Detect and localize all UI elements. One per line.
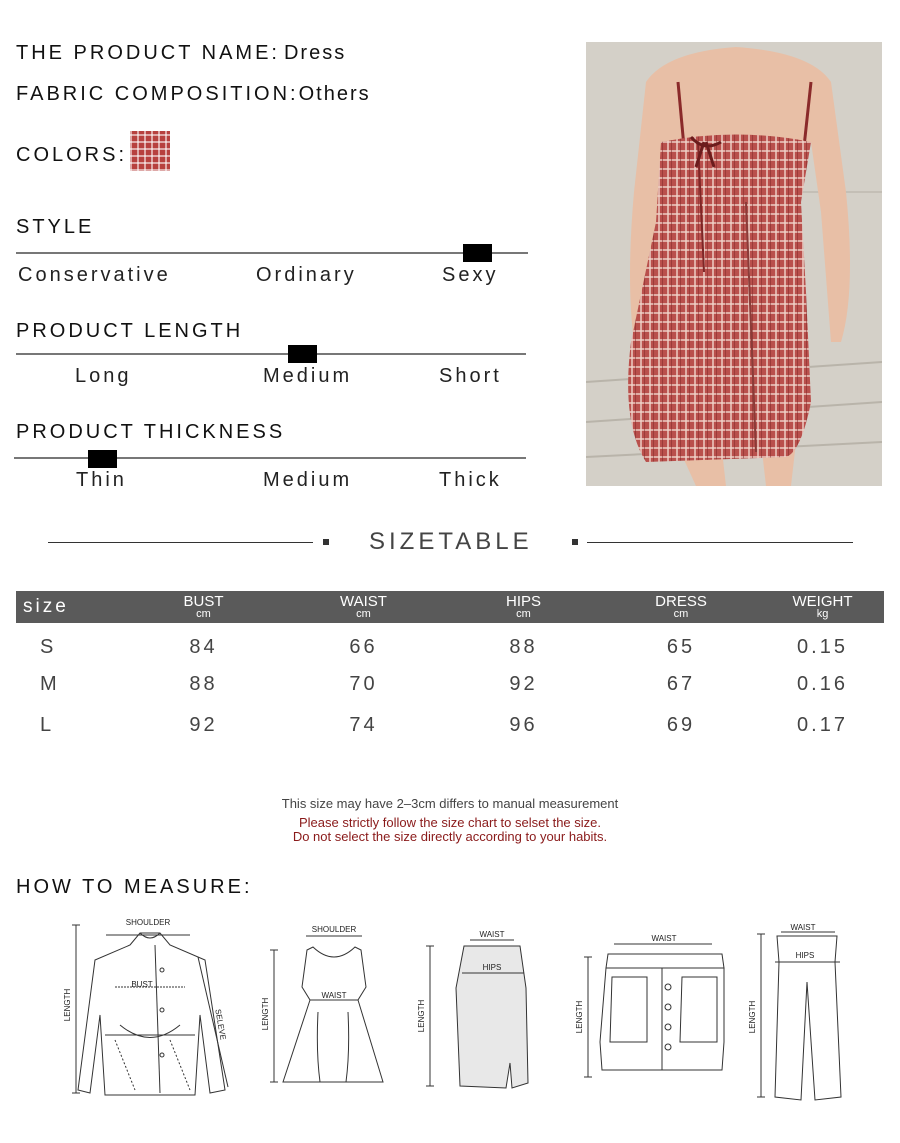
size-table xyxy=(16,591,884,747)
cell-waist: 74 xyxy=(349,713,378,736)
length-scale-line xyxy=(16,353,526,355)
pants-length-label: LENGTH xyxy=(748,1000,757,1034)
sizetable-divider-left xyxy=(48,542,313,543)
how-to-measure-title: HOW TO MEASURE: xyxy=(16,876,253,898)
length-marker xyxy=(288,345,317,363)
fabric-row xyxy=(16,83,371,106)
header-dress-unit: cm xyxy=(673,608,689,620)
table-row xyxy=(16,666,884,703)
cell-waist: 66 xyxy=(349,636,378,658)
colors-label: COLORS: xyxy=(16,144,128,166)
cell-weight: 0.16 xyxy=(797,673,848,695)
style-label-conservative: Conservative xyxy=(18,264,171,286)
product-name-row xyxy=(16,42,346,65)
product-photo-illustration xyxy=(586,42,882,486)
cell-hips: 96 xyxy=(509,713,538,736)
skirt-diagram xyxy=(414,928,534,1093)
cell-bust: 92 xyxy=(189,713,218,736)
cell-dress: 69 xyxy=(666,713,696,736)
pants-waist-label: WAIST xyxy=(790,923,816,932)
cell-weight: 0.15 xyxy=(797,636,848,658)
cell-hips: 88 xyxy=(509,636,538,658)
sizetable-title: SIZETABLE xyxy=(369,528,533,555)
product-photo xyxy=(586,42,882,486)
header-bust-unit: cm xyxy=(196,608,211,620)
header-waist xyxy=(281,591,446,623)
thickness-label-thin: Thin xyxy=(76,469,127,491)
sizetable-divider-right xyxy=(587,542,853,543)
header-waist-unit: cm xyxy=(356,608,371,620)
header-waist-label: WAIST xyxy=(340,593,387,610)
length-label-short: Short xyxy=(439,365,502,387)
cell-size: L xyxy=(40,713,55,736)
pants-diagram xyxy=(745,922,855,1102)
cell-size: S xyxy=(40,636,57,658)
header-bust xyxy=(126,591,281,623)
thickness-label-medium: Medium xyxy=(263,469,353,491)
cell-dress: 67 xyxy=(666,673,696,695)
style-label-ordinary: Ordinary xyxy=(256,264,357,286)
jacket-length-label: LENGTH xyxy=(63,988,72,1022)
jacket-shoulder-label: SHOULDER xyxy=(125,918,171,927)
header-weight-unit: kg xyxy=(816,608,829,620)
cell-bust: 88 xyxy=(189,673,218,695)
header-weight xyxy=(761,591,884,623)
cell-dress: 65 xyxy=(666,636,696,658)
table-row xyxy=(16,623,884,666)
skirt-length-label: LENGTH xyxy=(417,999,426,1033)
sizetable-dot-left xyxy=(323,539,329,545)
dress-shoulder-label: SHOULDER xyxy=(311,925,357,934)
note-measurement: This size may have 2–3cm differs to manual measurement xyxy=(281,796,619,811)
pants-hips-label: HIPS xyxy=(795,951,815,960)
header-hips xyxy=(446,591,601,623)
cell-waist: 70 xyxy=(349,673,378,695)
table-row xyxy=(16,703,884,747)
jacket-bust-label: BUST xyxy=(131,980,153,989)
thickness-marker xyxy=(88,450,117,468)
header-size: size xyxy=(16,591,126,623)
dress-diagram xyxy=(258,922,398,1087)
header-bust-label: BUST xyxy=(183,593,224,610)
length-label-medium: Medium xyxy=(263,365,353,387)
dress-length-label: LENGTH xyxy=(261,997,270,1031)
style-title: STYLE xyxy=(16,216,95,238)
cell-weight: 0.17 xyxy=(797,713,848,736)
style-marker xyxy=(463,244,492,262)
jacket-diagram xyxy=(60,915,240,1100)
fabric-value: Others xyxy=(298,83,371,105)
skirt-hips-label: HIPS xyxy=(482,963,502,972)
product-name-value: Dress xyxy=(283,42,347,64)
length-title: PRODUCT LENGTH xyxy=(16,320,244,342)
thickness-title: PRODUCT THICKNESS xyxy=(16,421,286,443)
sizetable-dot-right xyxy=(572,539,578,545)
header-hips-label: HIPS xyxy=(505,593,541,610)
shorts-waist-label: WAIST xyxy=(651,934,677,943)
skirt-waist-label: WAIST xyxy=(479,930,505,939)
cell-size: M xyxy=(40,673,60,695)
note-habits: Do not select the size directly according to your habits. xyxy=(292,829,608,844)
header-dress xyxy=(601,591,761,623)
thickness-label-thick: Thick xyxy=(439,469,502,491)
cell-hips: 92 xyxy=(509,673,538,695)
size-table-header xyxy=(16,591,884,623)
note-follow-chart: Please strictly follow the size chart to selset the size. xyxy=(298,815,601,830)
header-dress-label: DRESS xyxy=(655,593,707,610)
dress-waist-label: WAIST xyxy=(321,991,347,1000)
cell-bust: 84 xyxy=(189,636,218,658)
fabric-label: FABRIC COMPOSITION: xyxy=(16,83,299,105)
header-hips-unit: cm xyxy=(516,608,531,620)
jacket-sleeve-label: SELEVE xyxy=(213,1008,228,1041)
color-swatch-plaid[interactable] xyxy=(130,131,170,171)
shorts-diagram xyxy=(572,932,737,1082)
product-name-label: THE PRODUCT NAME: xyxy=(16,42,280,64)
style-scale-line xyxy=(16,252,528,254)
length-label-long: Long xyxy=(75,365,132,387)
shorts-length-label: LENGTH xyxy=(575,1000,584,1034)
style-label-sexy: Sexy xyxy=(442,264,499,286)
header-weight-label: WEIGHT xyxy=(792,593,853,610)
